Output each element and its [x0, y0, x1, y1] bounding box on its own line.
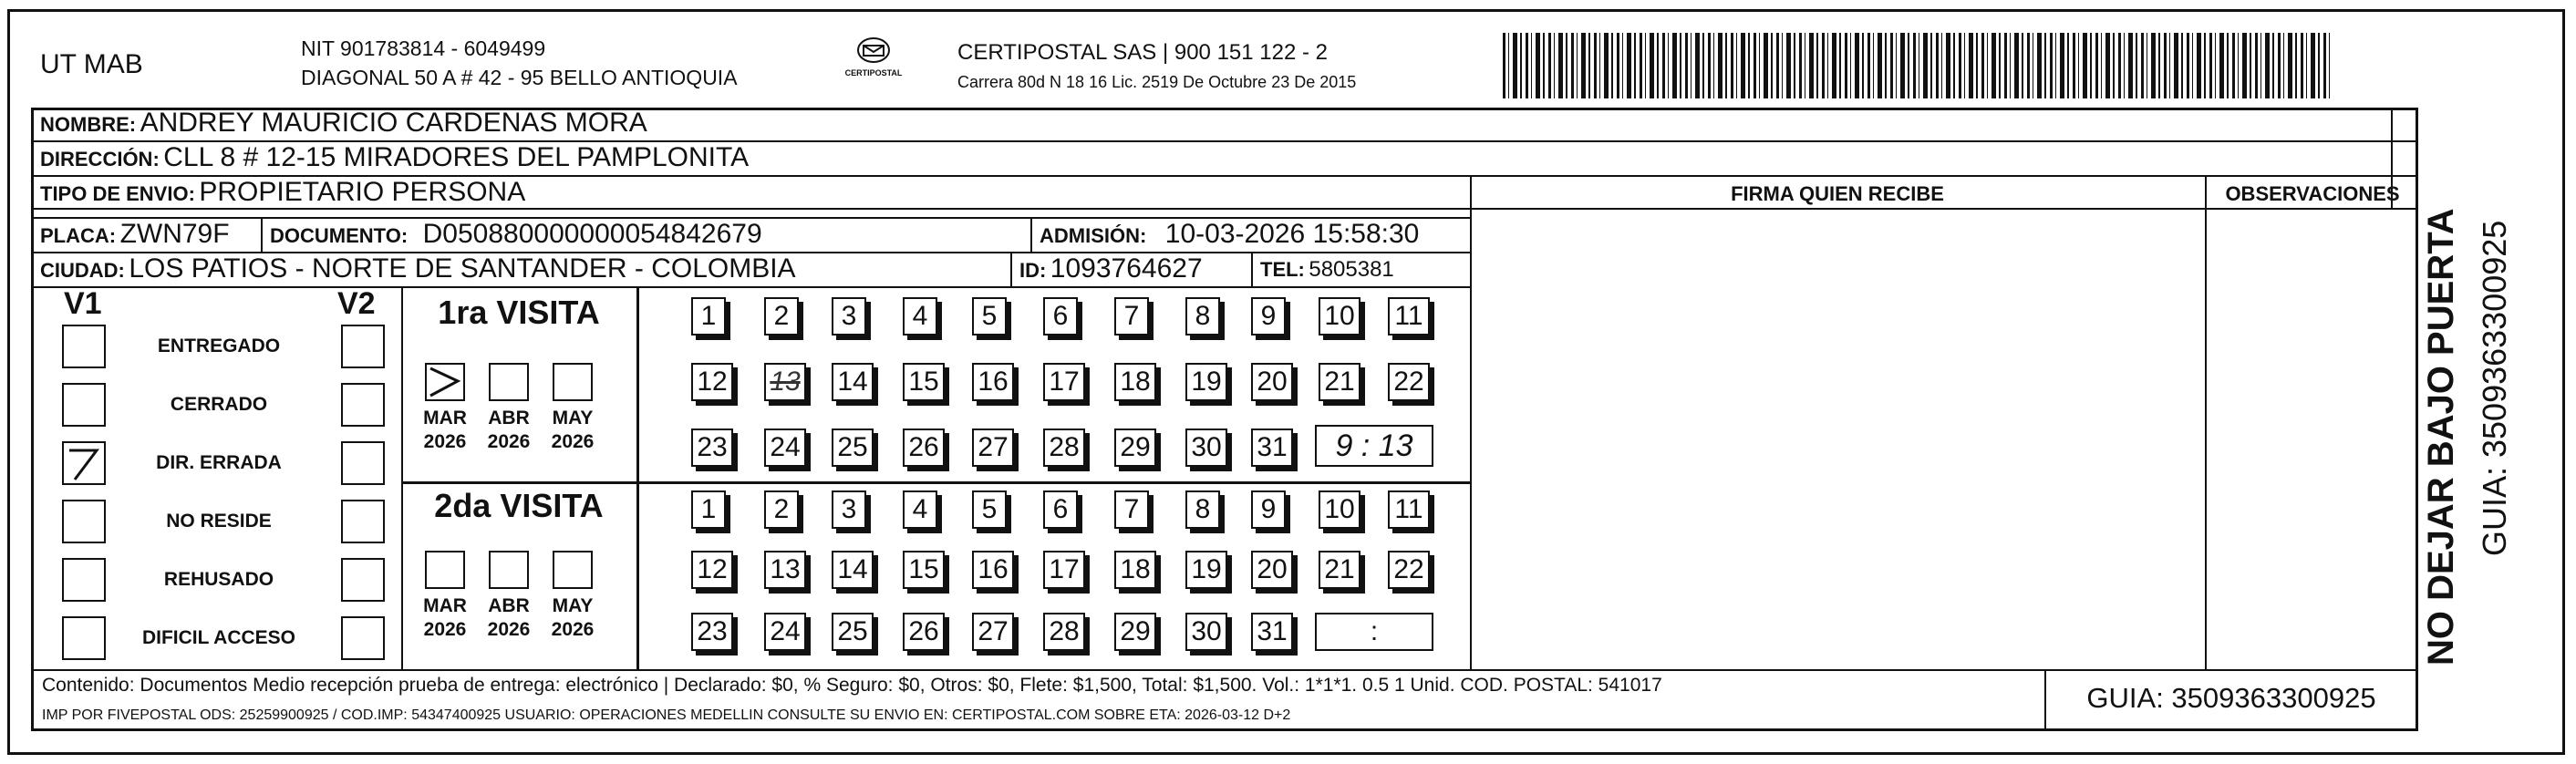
company-nit: NIT 901783814 - 6049499	[301, 36, 546, 60]
day-box[interactable]: 14	[832, 363, 874, 401]
day-box[interactable]: 11	[1388, 490, 1430, 529]
day-box[interactable]: 17	[1043, 551, 1085, 589]
day-box[interactable]: 26	[903, 428, 945, 467]
day-box[interactable]: 4	[903, 490, 937, 529]
check-mark-icon	[64, 443, 104, 483]
visit2-title: 2da VISITA	[434, 487, 604, 524]
city-value: LOS PATIOS - NORTE DE SANTANDER - COLOMBIA	[129, 253, 796, 284]
day-box[interactable]: 1	[691, 490, 726, 529]
id-cell	[1019, 253, 1203, 284]
day-box[interactable]: 16	[972, 363, 1014, 401]
status-option-label: ENTREGADO	[157, 336, 281, 356]
document-cell	[270, 219, 762, 250]
day-box[interactable]: 30	[1185, 613, 1227, 651]
day-box[interactable]: 14	[832, 551, 874, 589]
courier-address: Carrera 80d N 18 16 Lic. 2519 De Octubre 23 De 2015	[957, 73, 1357, 91]
day-box[interactable]: 18	[1114, 551, 1156, 589]
day-box[interactable]: 27	[972, 613, 1014, 651]
signature-header: FIRMA QUIEN RECIBE	[1731, 182, 1944, 205]
visit1-title: 1ra VISITA	[438, 294, 600, 331]
day-box[interactable]: 2	[764, 297, 799, 336]
contents-line: Contenido: Documentos Medio recepción prueba de entrega: electrónico | Declarado: $0, % Seguro: $0, Otros: $0, Flete: $1,500, Total: $1,500. Vol.: 1*1*1. 0.5 1 Unid. COD. POSTAL: 541017	[42, 675, 1662, 696]
day-box[interactable]: 30	[1185, 428, 1227, 467]
admission-label: ADMISIÓN:	[1040, 224, 1147, 247]
certipostal-logo	[839, 36, 908, 77]
day-box[interactable]: 18	[1114, 363, 1156, 401]
day-box[interactable]: 25	[832, 428, 874, 467]
day-box[interactable]: 19	[1185, 363, 1227, 401]
day-box[interactable]: 23	[691, 428, 733, 467]
day-box[interactable]: 3	[832, 490, 866, 529]
v1-checkbox[interactable]	[62, 325, 106, 368]
type-label: TIPO DE ENVIO:	[40, 182, 195, 205]
day-box[interactable]: 17	[1043, 363, 1085, 401]
v1-checkbox[interactable]	[62, 383, 106, 427]
day-box[interactable]: 28	[1043, 613, 1085, 651]
day-box[interactable]: 31	[1251, 428, 1293, 467]
month-checkbox[interactable]	[553, 363, 593, 401]
month-checkbox[interactable]	[425, 551, 465, 589]
id-value: 1093764627	[1050, 253, 1203, 284]
barcode	[1503, 33, 2333, 98]
tel-value: 5805381	[1309, 257, 1394, 282]
status-option-label: DIFICIL ACCESO	[141, 627, 295, 648]
side-guide-number: GUIA: 3509363300925	[2476, 220, 2513, 556]
check-mark-icon	[427, 365, 463, 399]
plate-cell	[40, 219, 230, 250]
document-value: D050880000000054842679	[422, 219, 762, 249]
day-box[interactable]: 1	[691, 297, 726, 336]
month-label: MAY 2026	[551, 595, 595, 640]
day-box[interactable]: 23	[691, 613, 733, 651]
day-box[interactable]: 31	[1251, 613, 1293, 651]
recipient-name-row	[40, 108, 647, 139]
month-label: ABR 2026	[487, 595, 531, 640]
month-checkbox[interactable]	[489, 363, 529, 401]
address-label: DIRECCIÓN:	[40, 148, 160, 170]
v1-checkbox[interactable]	[62, 616, 106, 660]
no-under-door-warning: NO DEJAR BAJO PUERTA	[2421, 208, 2461, 666]
day-box[interactable]: 21	[1319, 551, 1360, 589]
day-box[interactable]: 20	[1251, 551, 1293, 589]
visit2-time-field[interactable]: :	[1315, 613, 1433, 651]
month-checkbox[interactable]	[425, 363, 465, 401]
day-box[interactable]: 27	[972, 428, 1014, 467]
tel-cell	[1260, 257, 1394, 283]
observations-area[interactable]	[2207, 210, 2416, 667]
month-checkbox[interactable]	[489, 551, 529, 589]
day-box[interactable]: 19	[1185, 551, 1227, 589]
v1-checkbox[interactable]	[62, 558, 106, 602]
footer-guide-number: GUIA: 3509363300925	[2086, 682, 2376, 714]
name-label: NOMBRE:	[40, 113, 137, 136]
admission-cell	[1040, 219, 1419, 250]
visit1-time-field[interactable]: 9 : 13	[1315, 425, 1433, 467]
signature-area[interactable]	[1472, 210, 2203, 667]
day-box[interactable]: 20	[1251, 363, 1293, 401]
day-box[interactable]: 13	[764, 551, 806, 589]
day-box[interactable]: 29	[1114, 613, 1156, 651]
v2-checkbox[interactable]	[341, 441, 385, 485]
plate-value: ZWN79F	[119, 219, 230, 249]
day-box[interactable]: 5	[972, 490, 1007, 529]
day-box[interactable]: 6	[1043, 490, 1078, 529]
id-label: ID:	[1019, 259, 1047, 282]
day-box[interactable]: 26	[903, 613, 945, 651]
day-box[interactable]: 15	[903, 363, 945, 401]
day-box[interactable]: 12	[691, 363, 733, 401]
plate-label: PLACA:	[40, 224, 117, 247]
day-box[interactable]: 10	[1319, 297, 1360, 336]
day-box[interactable]: 21	[1319, 363, 1360, 401]
day-box[interactable]: 24	[764, 613, 806, 651]
company-address: DIAGONAL 50 A # 42 - 95 BELLO ANTIOQUIA	[301, 66, 738, 89]
city-label: CIUDAD:	[40, 259, 125, 282]
shipment-type: PROPIETARIO PERSONA	[199, 177, 526, 207]
courier-name: CERTIPOSTAL SAS | 900 151 122 - 2	[957, 40, 1328, 65]
v2-checkbox[interactable]	[341, 500, 385, 543]
v1-label: V1	[64, 286, 102, 321]
recipient-address: CLL 8 # 12-15 MIRADORES DEL PAMPLONITA	[163, 142, 750, 172]
admission-value: 10-03-2026 15:58:30	[1164, 219, 1420, 249]
day-box[interactable]: 4	[903, 297, 937, 336]
observations-header: OBSERVACIONES	[2225, 182, 2400, 205]
month-checkbox[interactable]	[553, 551, 593, 589]
day-box[interactable]: 28	[1043, 428, 1085, 467]
v2-checkbox[interactable]	[341, 616, 385, 660]
day-box[interactable]: 15	[903, 551, 945, 589]
recipient-name: ANDREY MAURICIO CARDENAS MORA	[140, 108, 647, 138]
shipment-type-row	[40, 177, 525, 208]
company-name: UT MAB	[40, 49, 143, 79]
v2-checkbox[interactable]	[341, 383, 385, 427]
day-box[interactable]: 7	[1114, 297, 1149, 336]
month-label: MAR 2026	[423, 408, 467, 452]
v1-checkbox[interactable]	[62, 500, 106, 543]
day-box[interactable]: 7	[1114, 490, 1149, 529]
day-box[interactable]: 12	[691, 551, 733, 589]
day-box[interactable]: 9	[1251, 490, 1286, 529]
day-box[interactable]: 29	[1114, 428, 1156, 467]
city-cell	[40, 253, 796, 284]
logo-text: CERTIPOSTAL	[844, 68, 903, 77]
day-box[interactable]: 8	[1185, 297, 1220, 336]
v2-label: V2	[337, 286, 376, 321]
day-box[interactable]: 3	[832, 297, 866, 336]
day-box[interactable]: 22	[1388, 363, 1430, 401]
day-box[interactable]: 6	[1043, 297, 1078, 336]
day-box[interactable]: 22	[1388, 551, 1430, 589]
status-option-label: REHUSADO	[163, 569, 274, 590]
v1-checkbox[interactable]	[62, 441, 106, 485]
day-box[interactable]: 9	[1251, 297, 1286, 336]
day-box[interactable]: 11	[1388, 297, 1430, 336]
day-box[interactable]: 25	[832, 613, 874, 651]
status-option-label: NO RESIDE	[166, 511, 272, 532]
envelope-icon	[855, 36, 892, 64]
print-info-line: IMP POR FIVEPOSTAL ODS: 25259900925 / COD.IMP: 54347400925 USUARIO: OPERACIONES MEDELLIN CONSULTE SU ENVIO EN: CERTIPOSTAL.COM SOBRE ETA: 2026-03-12 D+2	[42, 707, 1291, 723]
day-box[interactable]: 5	[972, 297, 1007, 336]
tel-label: TEL:	[1260, 258, 1305, 281]
month-label: ABR 2026	[487, 408, 531, 452]
recipient-address-row	[40, 142, 749, 173]
v2-checkbox[interactable]	[341, 558, 385, 602]
document-label: DOCUMENTO:	[270, 224, 409, 247]
month-label: MAY 2026	[551, 408, 595, 452]
day-box[interactable]: 13	[764, 363, 806, 401]
month-label: MAR 2026	[423, 595, 467, 640]
v2-checkbox[interactable]	[341, 325, 385, 368]
status-option-label: CERRADO	[170, 394, 268, 415]
day-box[interactable]: 24	[764, 428, 806, 467]
day-box[interactable]: 10	[1319, 490, 1360, 529]
day-box[interactable]: 8	[1185, 490, 1220, 529]
status-option-label: DIR. ERRADA	[156, 452, 282, 473]
day-box[interactable]: 2	[764, 490, 799, 529]
day-box[interactable]: 16	[972, 551, 1014, 589]
